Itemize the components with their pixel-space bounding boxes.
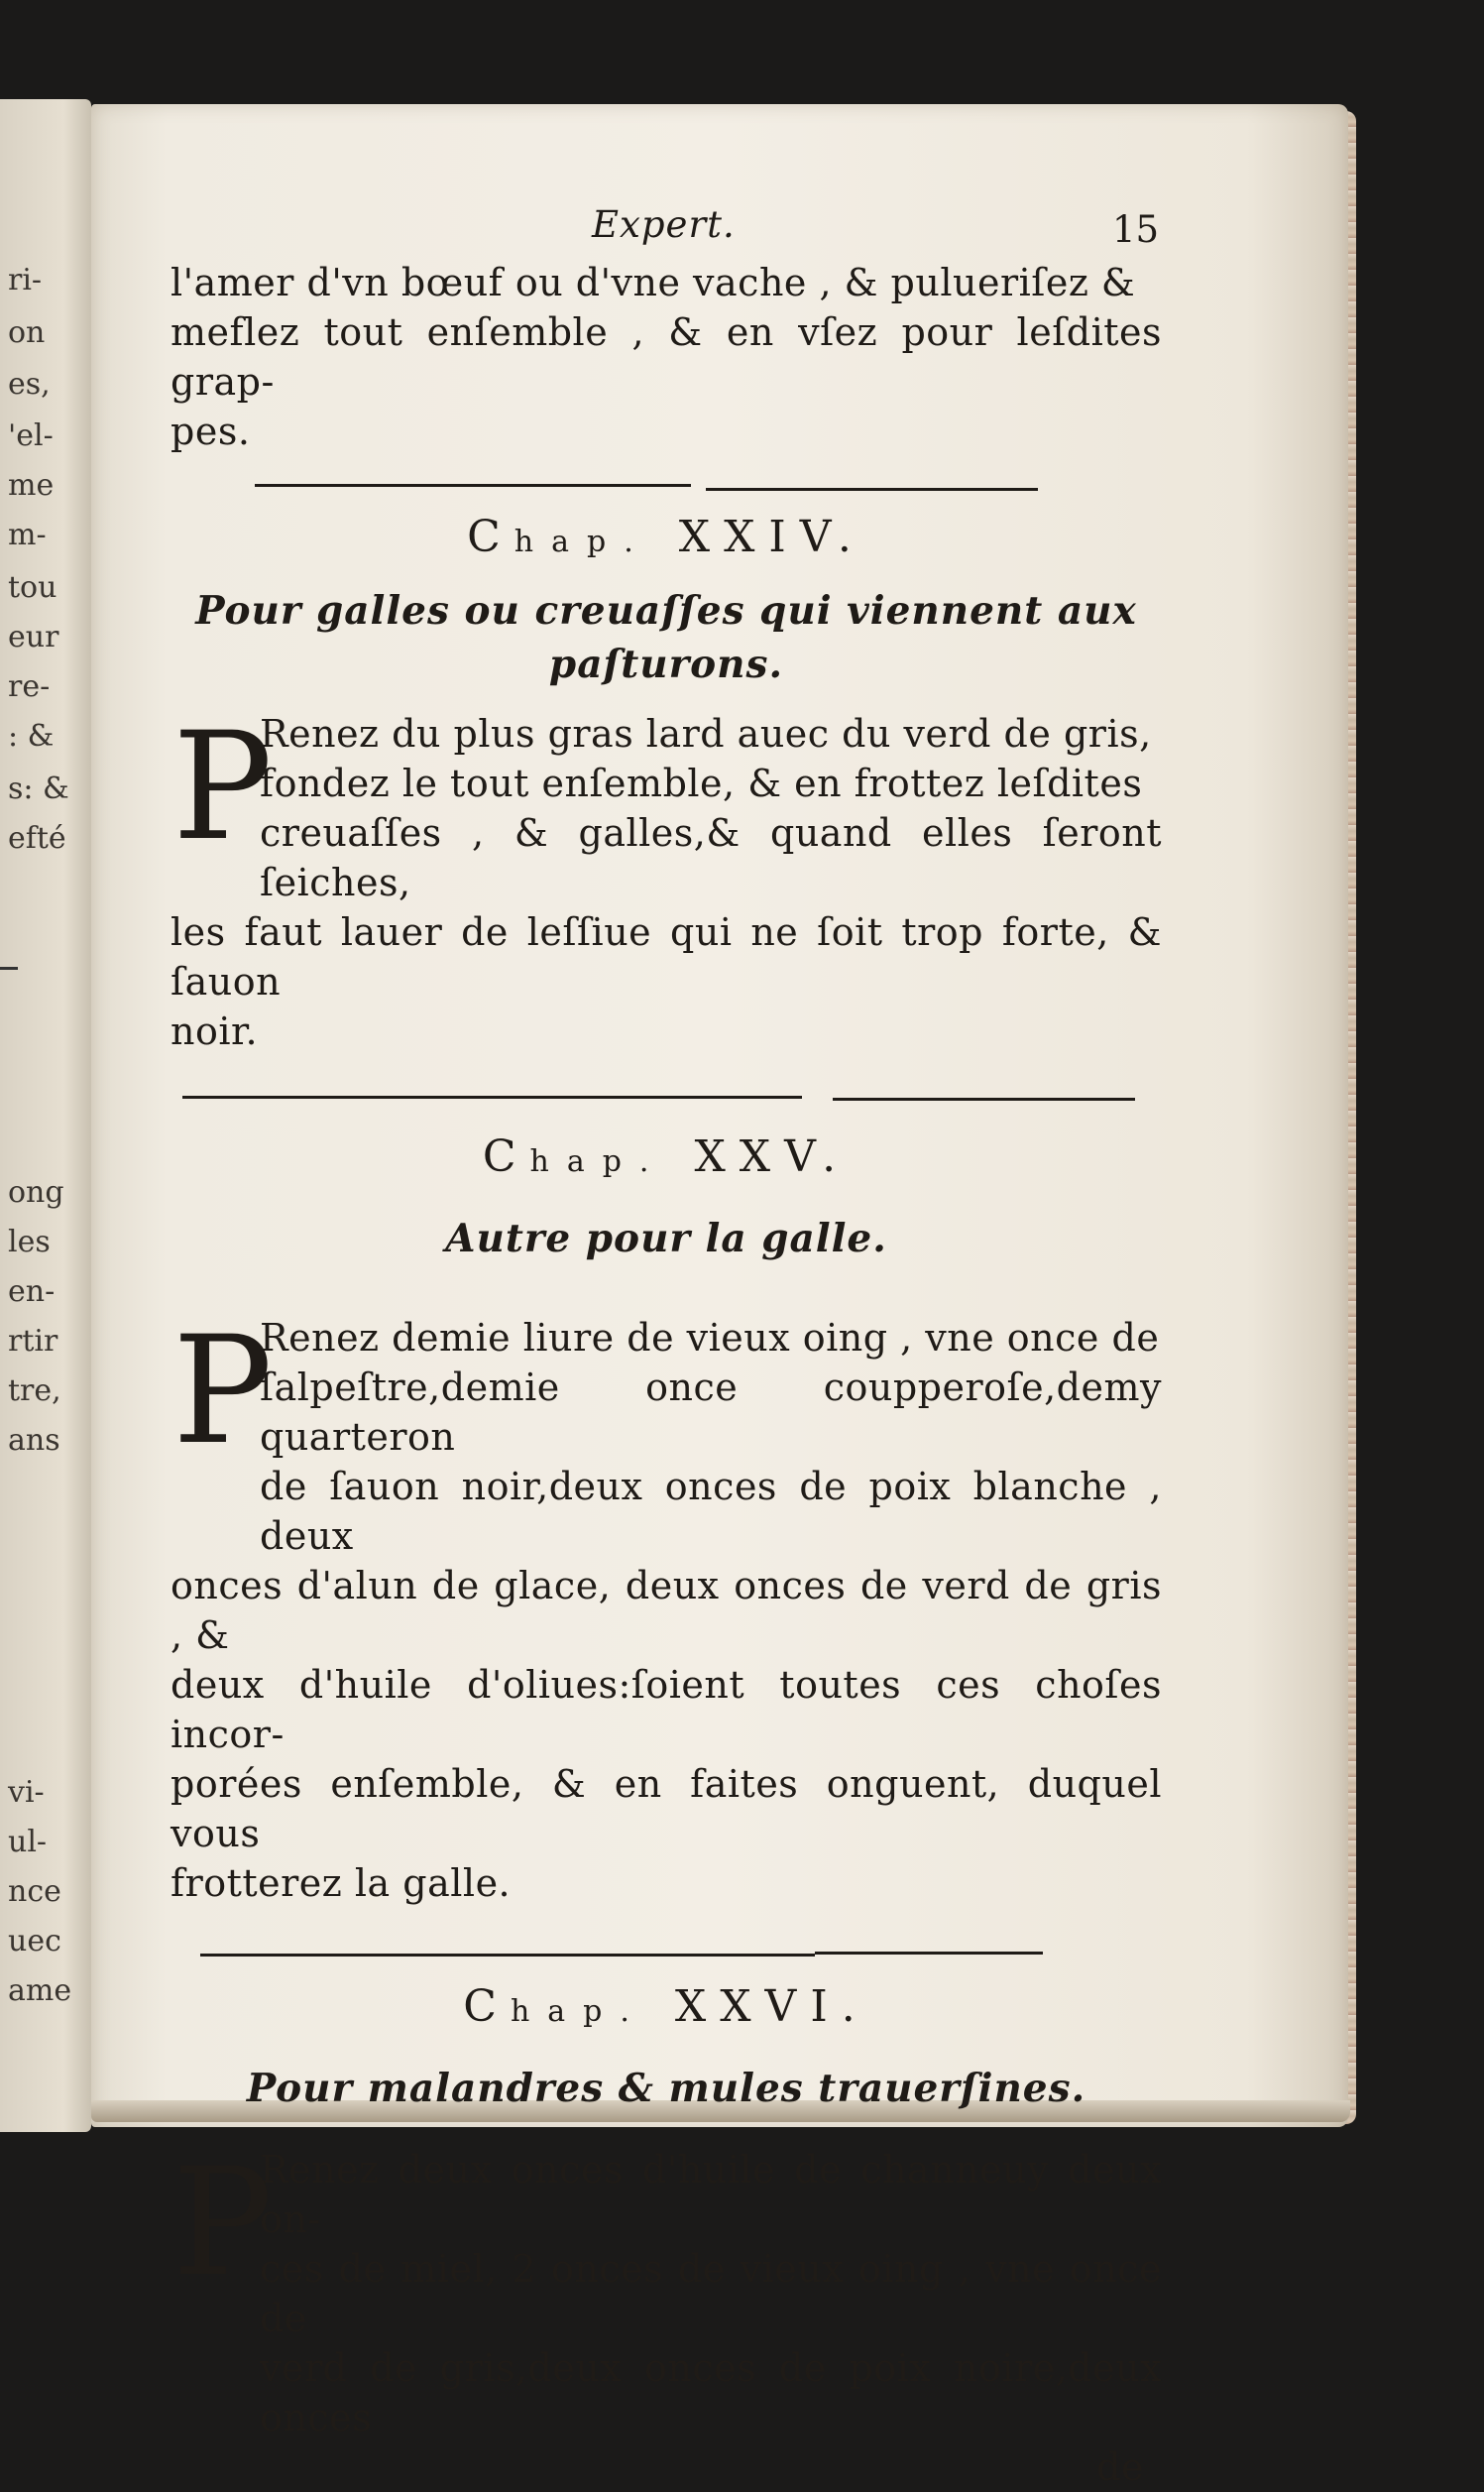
text-line: meflez tout enſemble , & en vſez pour leſdites grap- [171,310,1162,404]
left-fragment: tou [8,570,57,605]
section-rule [171,1070,1162,1127]
text-line: les faut lauer de leſſiue qui ne ſoit trop forte, & ſauon [171,910,1162,1004]
page-number: 15 [1112,208,1160,251]
chapter-heading [171,1127,1162,1192]
left-fragment: 'el- [8,418,54,453]
left-rule [0,967,18,970]
chapter-title-line: Pour malandres & mules trauerſines. [246,2066,1086,2111]
facing-left-page [0,99,91,2132]
chapter-title-line: Autre pour la galle. [445,1216,887,1261]
left-fragment: tre, [8,1373,61,1408]
left-fragment: me [8,468,55,503]
running-title: Expert. [592,203,736,246]
chapter-number: XXV. [694,1131,851,1182]
left-fragment: efté [8,821,66,856]
text-line: frotterez la galle. [171,1861,512,1905]
text-line: de ſauon noir,deux onces de poix blanche , deux [260,1465,1162,1558]
chapter-title [171,1212,1162,1265]
left-fragment: s: & [8,771,69,806]
catchword: de [1096,2445,1144,2489]
left-fragment: ri- [8,263,43,297]
chapter-heading-initial: C [467,512,514,562]
text-line: noir. [171,1009,259,1053]
left-fragment: eur [8,620,59,654]
chapter-title [171,2062,1162,2115]
text-line: Renez deux onces d'huile de channeuy deux on- [260,2148,1162,2241]
drop-cap-initial: P [172,701,273,874]
chapter-body [171,701,1162,1056]
chapter-title-line: paſturons. [548,642,784,687]
text-line: pes. [171,410,251,453]
left-fragment: : & [8,719,55,754]
chapter-body [171,1305,1162,1908]
chapter-heading-label: hap. [514,525,651,559]
text-line: creuaſſes , & galles,& quand elles ſeront ſeiches, [260,811,1162,904]
text-line: Renez demie liure de vieux oing , vne once de [260,1316,1160,1360]
left-fragment: ans [8,1423,60,1458]
left-fragment: ong [8,1175,64,1210]
chapter-title-line: Pour galles ou creuaſſes qui viennent aux [195,588,1137,634]
text-line: fondez le tout enſemble, & en frottez leſdites [260,762,1143,805]
chapter-heading [171,508,1162,572]
chapter-heading-initial: C [482,1131,530,1182]
left-fragment: en- [8,1274,56,1309]
page-content [171,198,1162,2492]
chapter-heading [171,1977,1162,2042]
text-line: Renez du plus gras lard auec du verd de gris, [260,712,1152,756]
drop-cap-initial: P [172,1305,273,1478]
chapter-heading-label: hap. [529,1144,667,1179]
left-fragment: rtir [8,1324,58,1359]
left-fragment: les [8,1225,51,1259]
left-fragment: uec [8,1924,61,1958]
left-fragment: nce [8,1874,61,1909]
left-fragment: m- [8,518,47,552]
drop-cap-initial: P [172,2137,273,2310]
left-fragment: on [8,315,46,350]
chapter-title [171,584,1162,691]
text-line: deux d'huile d'oliues:ſoient toutes ces choſes incor- [171,1663,1162,1756]
left-fragment: ul- [8,1825,48,1859]
left-fragment: re- [8,669,51,704]
text-line: porées enſemble, & en faites onguent, duquel vous [171,1762,1162,1855]
section-rule [171,462,1162,508]
text-line: ſalpeſtre,demie once coupperoſe,demy quarteron [260,1365,1162,1459]
text-line: ces de miel, 2 onces de vieux oing , vne once de [260,2247,1162,2340]
intro-paragraph [171,258,1162,456]
section-rule [171,1922,1162,1977]
left-fragment: ame [8,1973,72,2008]
chapter-heading-initial: C [463,1981,511,2032]
page-header [171,198,1162,258]
text-line: onces d'alun de glace, deux onces de verd de gris , & [171,1564,1162,1657]
left-fragment: vi- [8,1775,45,1810]
chapter-number: XXIV. [678,512,865,562]
chapter-heading-label: hap. [510,1994,647,2029]
text-line: verd de gris,deux onces de poix noire,deux onces [260,2346,1162,2439]
text-line: l'amer d'vn bœuf ou d'vne vache , & pulueriſez & [171,261,1136,304]
chapter-number: XXVI. [674,1981,869,2032]
left-fragment: es, [8,367,51,402]
